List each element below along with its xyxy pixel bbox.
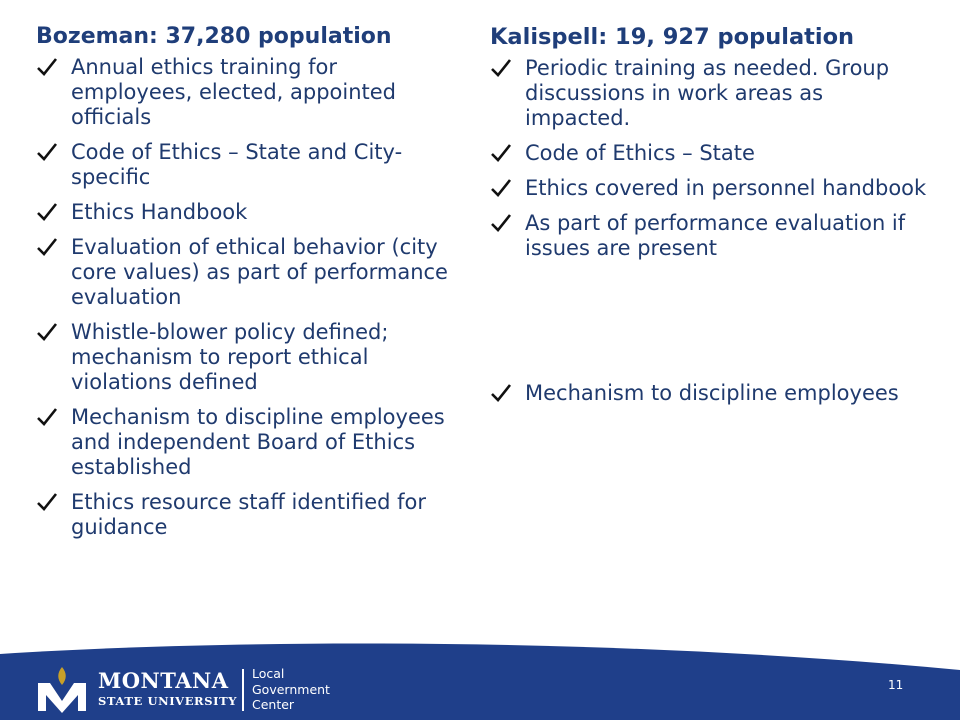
list-item-text: Ethics Handbook [71,200,248,224]
checkmark-icon [490,57,512,79]
list-item [36,55,456,130]
checkmark-icon [36,141,58,163]
brand-name: MONTANA [98,668,229,693]
msu-logo [34,665,374,715]
list-item [36,200,456,225]
logo-divider [242,669,244,711]
checkmark-icon [36,406,58,428]
kalispell-list [490,56,930,406]
bozeman-list [36,55,456,540]
center-line-1: Local [252,666,285,681]
checkmark-icon [490,177,512,199]
list-item-text: Code of Ethics – State and City-specific [71,140,403,189]
list-item [490,381,930,406]
list-item [36,320,456,395]
list-item [490,176,930,201]
checkmark-icon [36,236,58,258]
center-name [252,666,330,713]
kalispell-heading: Kalispell: 19, 927 population [490,24,855,50]
checkmark-icon [36,56,58,78]
bozeman-heading: Bozeman: 37,280 population [36,24,392,49]
center-line-3: Center [252,697,295,712]
list-item [490,56,930,131]
brand-subtitle: STATE UNIVERSITY [98,694,238,708]
checkmark-icon [36,201,58,223]
list-item [490,141,930,166]
list-item-text: Ethics covered in personnel handbook [525,176,927,200]
list-item-text: Periodic training as needed. Group discussions in work areas as impacted. [525,56,890,130]
list-item-text: Mechanism to discipline employees and independent Board of Ethics established [71,405,445,479]
list-item-text: Code of Ethics – State [525,141,755,165]
kalispell-column [490,24,930,416]
bozeman-column [36,24,456,550]
list-spacer [490,271,930,371]
list-item [36,140,456,190]
msu-m-mark-icon [34,665,90,715]
checkmark-icon [36,321,58,343]
page-number: 11 [888,678,904,692]
list-item [36,490,456,540]
list-item [36,405,456,480]
list-item [490,211,930,261]
list-item-text: Ethics resource staff identified for guidance [71,490,426,539]
checkmark-icon [490,382,512,404]
center-line-2: Government [252,681,330,697]
list-item-text: Evaluation of ethical behavior (city core values) as part of performance evaluation [71,235,448,309]
list-item-text: Whistle-blower policy defined; mechanism to report ethical violations defined [71,320,389,394]
list-item-text: Mechanism to discipline employees [525,381,899,405]
checkmark-icon [490,142,512,164]
checkmark-icon [490,212,512,234]
list-item-text: Annual ethics training for employees, elected, appointed officials [71,55,397,129]
list-item-text: As part of performance evaluation if issues are present [525,211,906,260]
checkmark-icon [36,491,58,513]
list-item [36,235,456,310]
